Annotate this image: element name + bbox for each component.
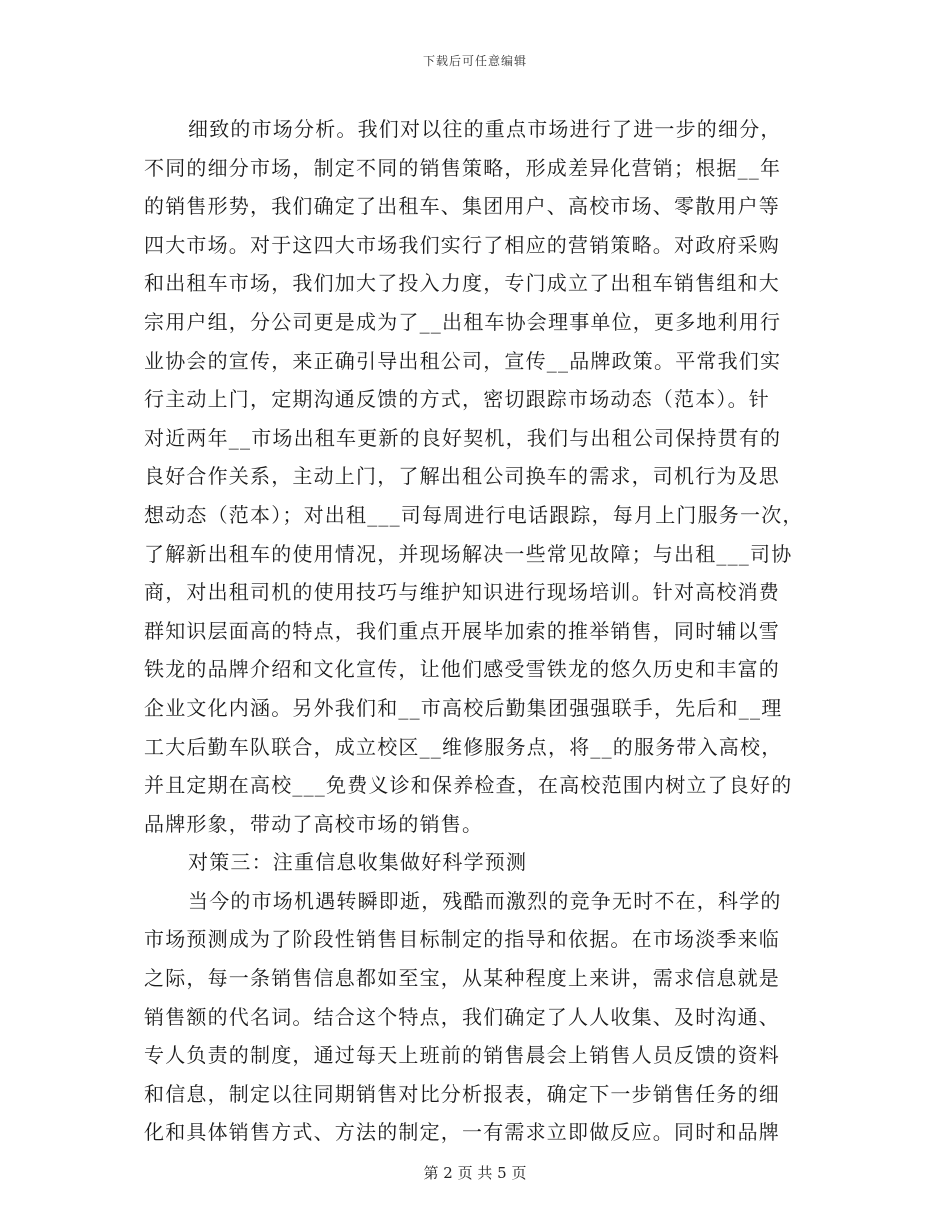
text-line: 四大市场。对于这四大市场我们实行了相应的营销策略。对政府采购	[144, 232, 780, 257]
text-line: 了解新出租车的使用情况，并现场解决一些常见故障；与出租___司协	[144, 541, 793, 566]
text-line: 企业文化内涵。另外我们和__市高校后勤集团强强联手，先后和__理	[144, 695, 783, 720]
text-line: 业协会的宣传，来正确引导出租公司，宣传__品牌政策。平常我们实	[144, 348, 782, 373]
text-line: 宗用户组，分公司更是成为了__出租车协会理事单位，更多地利用行	[144, 309, 782, 334]
text-line: 工大后勤车队联合，成立校区__维修服务点，将__的服务带入高校，	[144, 734, 783, 759]
text-line: 不同的细分市场，制定不同的销售策略，形成差异化营销；根据__年	[144, 155, 782, 180]
text-line: 当今的市场机遇转瞬即逝，残酷而激烈的竞争无时不在，科学的	[188, 888, 782, 913]
text-line: 和出租车市场，我们加大了投入力度，专门成立了出租车销售组和大	[144, 271, 780, 296]
text-line: 专人负责的制度，通过每天上班前的销售晨会上销售人员反馈的资料	[144, 1043, 780, 1068]
text-line: 细致的市场分析。我们对以往的重点市场进行了进一步的细分，	[188, 117, 782, 141]
text-line: 想动态（范本）；对出租___司每周进行电话跟踪，每月上门服务一次，	[144, 502, 804, 527]
text-line: 之际，每一条销售信息都如至宝，从某种程度上来讲，需求信息就是	[144, 966, 780, 991]
text-line: 并且定期在高校___免费义诊和保养检查，在高校范围内树立了良好的	[144, 773, 793, 798]
text-line: 铁龙的品牌介绍和文化宣传，让他们感受雪铁龙的悠久历史和丰富的	[144, 657, 780, 682]
text-line: 销售额的代名词。结合这个特点，我们确定了人人收集、及时沟通、	[144, 1004, 780, 1029]
text-line: 行主动上门，定期沟通反馈的方式，密切跟踪市场动态（范本）。针	[144, 387, 770, 412]
text-line: 群知识层面高的特点，我们重点开展毕加索的推举销售，同时辅以雪	[144, 618, 780, 643]
text-line: 商，对出租司机的使用技巧与维护知识进行现场培训。针对高校消费	[144, 580, 780, 605]
text-line: 品牌形象，带动了高校市场的销售。	[144, 811, 484, 836]
text-line: 良好合作关系，主动上门，了解出租公司换车的需求，司机行为及思	[144, 464, 780, 489]
text-line: 和信息，制定以往同期销售对比分析报表，确定下一步销售任务的细	[144, 1081, 780, 1106]
page-number: 第 2 页 共 5 页	[423, 1164, 527, 1182]
text-line: 市场预测成为了阶段性销售目标制定的指导和依据。在市场淡季来临	[144, 927, 780, 952]
text-line: 对策三：注重信息收集做好科学预测	[188, 850, 528, 875]
text-line: 化和具体销售方式、方法的制定，一有需求立即做反应。同时和品牌	[144, 1120, 780, 1145]
text-line: 的销售形势，我们确定了出租车、集团用户、高校市场、零散用户等	[144, 194, 780, 219]
body-text	[144, 110, 809, 1152]
page-header: 下载后可任意编辑	[422, 54, 527, 68]
text-line: 对近两年__市场出租车更新的良好契机，我们与出租公司保持贯有的	[144, 425, 782, 450]
